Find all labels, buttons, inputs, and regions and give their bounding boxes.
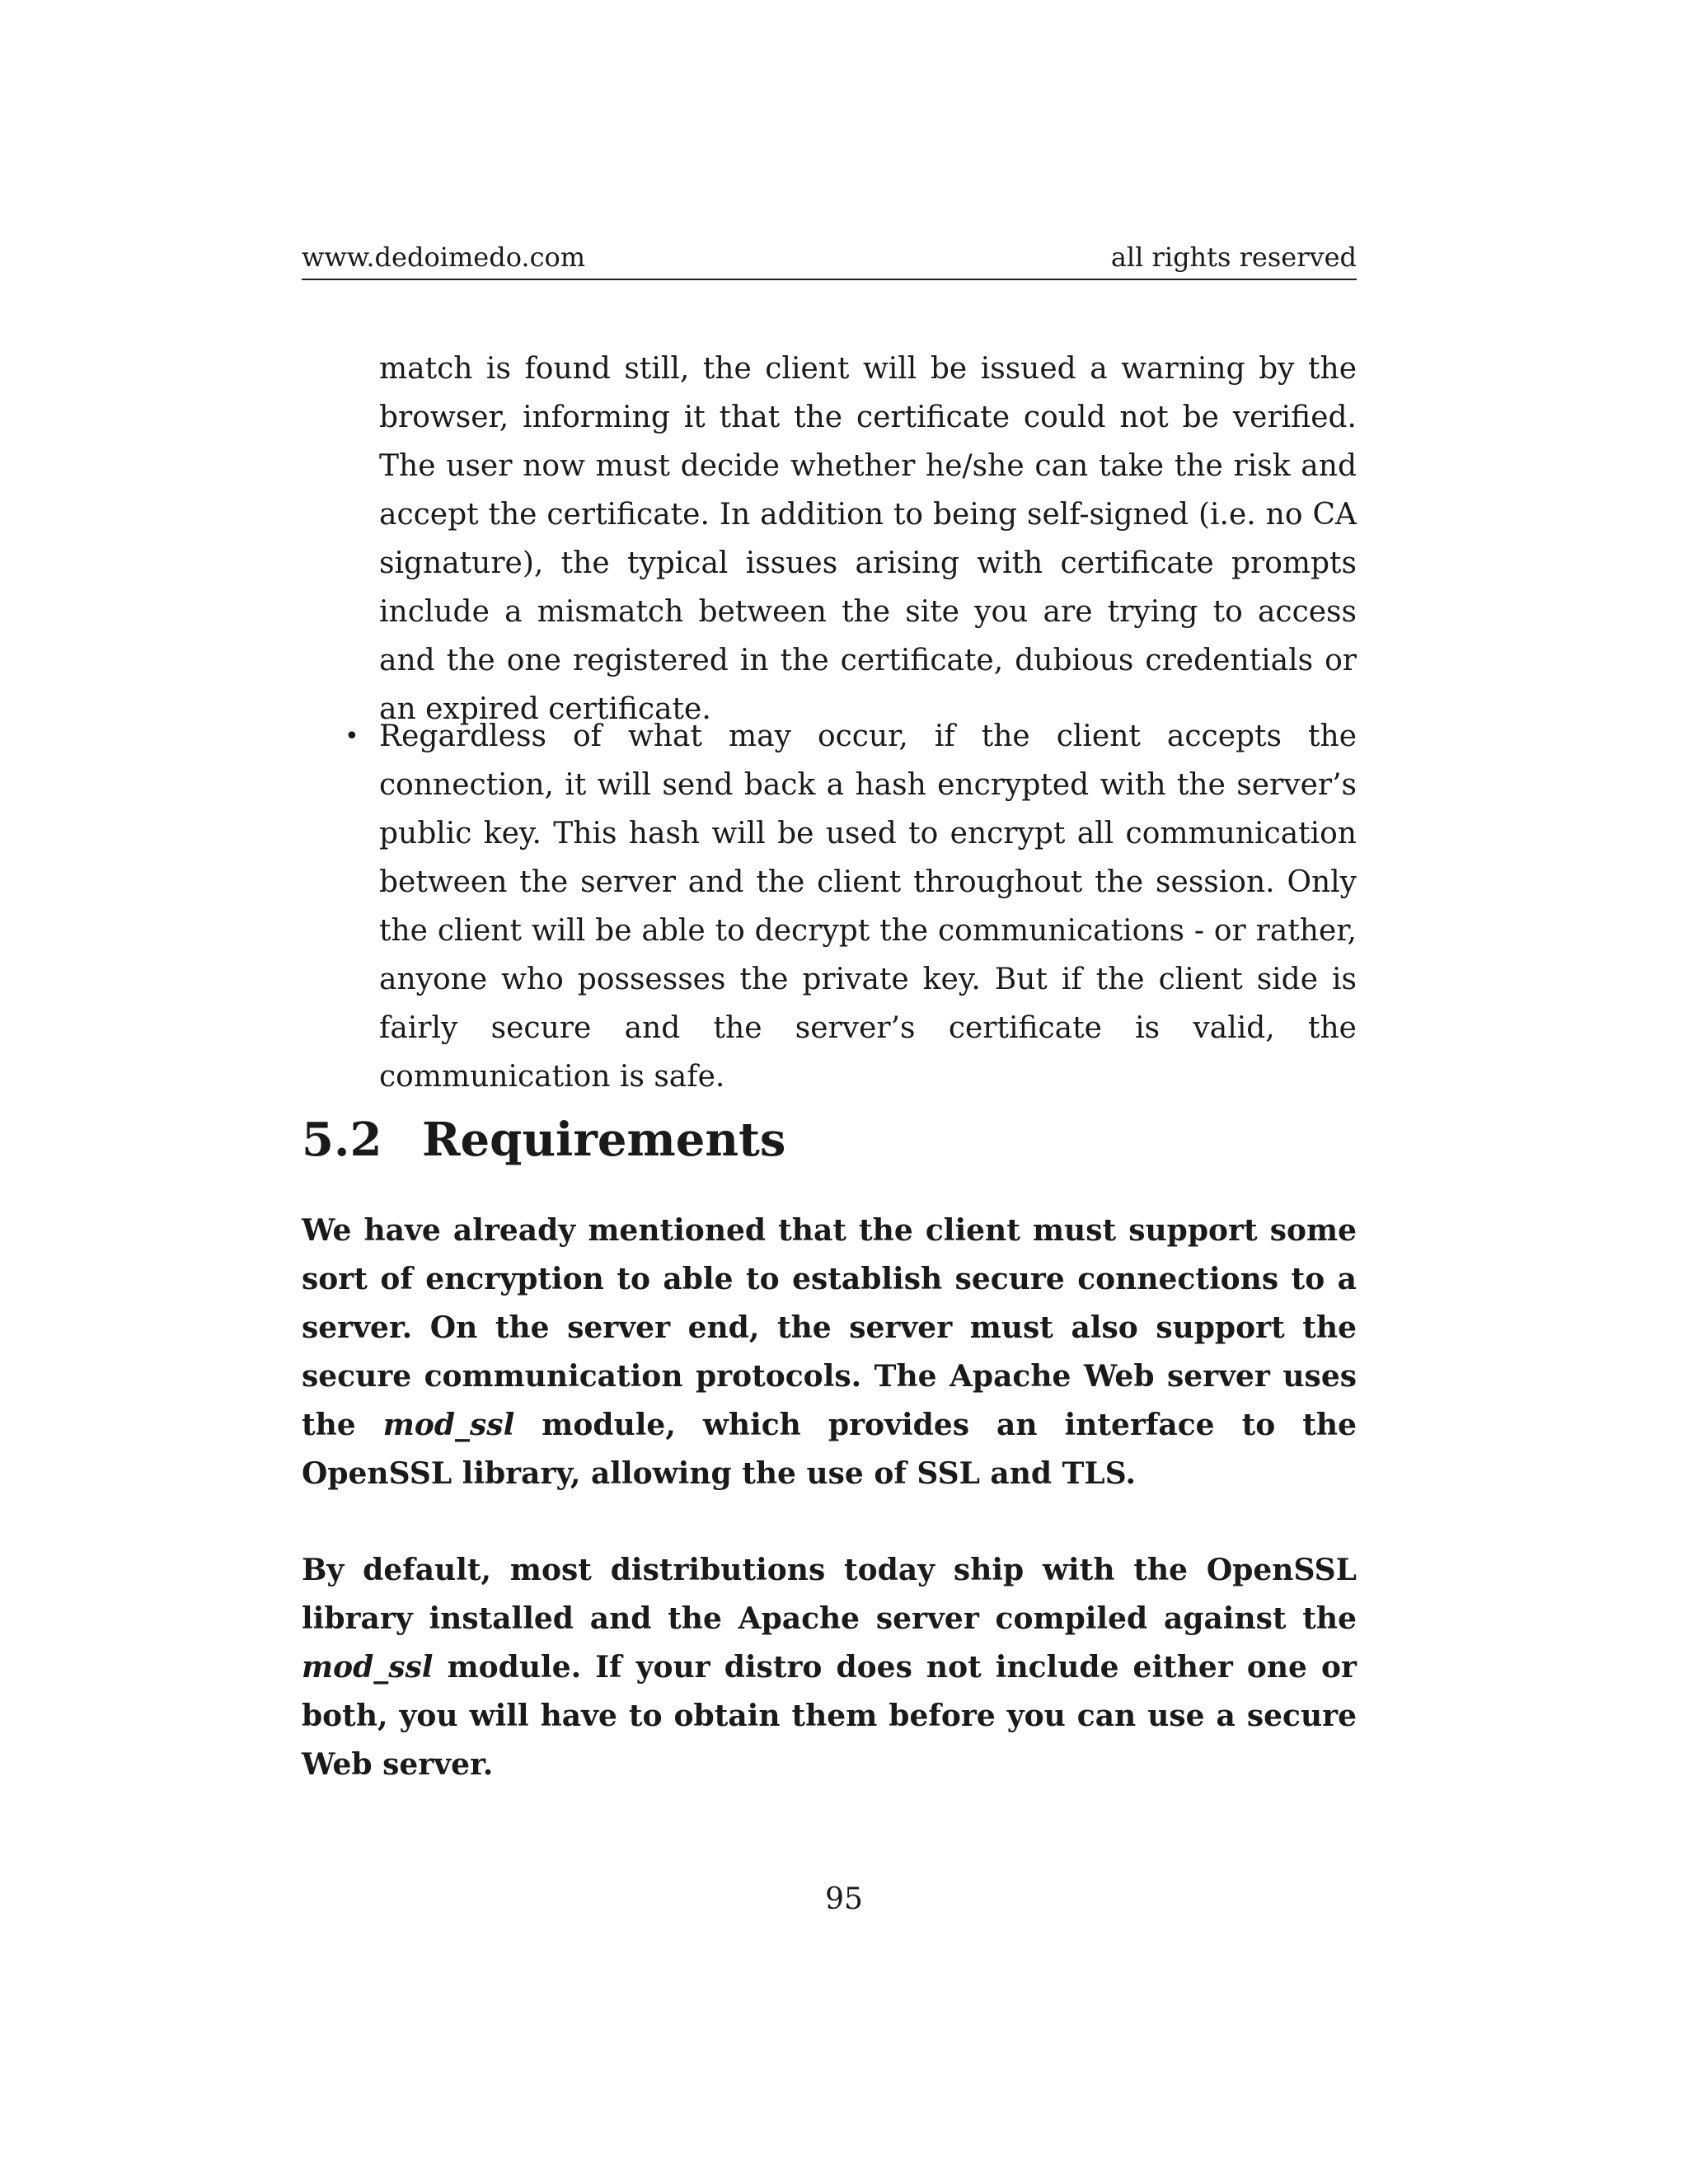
module-name: mod_ssl xyxy=(302,1650,434,1685)
list-item xyxy=(345,712,1357,1101)
paragraph-text: We have already mentioned that the client must support some sort of encryption to able to establish secure connections to a server. On the server end, the server must also support the secure communication protocols. The Apache Web server uses the xyxy=(302,1213,1357,1442)
section-number: 5.2 xyxy=(302,1113,382,1167)
section-title: Requirements xyxy=(422,1113,786,1167)
paragraph-text: By default, most distributions today ship with the OpenSSL library installed and the Apache server compiled against the xyxy=(302,1553,1357,1636)
section-heading xyxy=(302,1113,785,1168)
header-rights-notice: all rights reserved xyxy=(1110,241,1357,273)
header-site-link[interactable]: www.dedoimedo.com xyxy=(302,241,586,273)
page-number: 95 xyxy=(825,1882,863,1916)
paragraph xyxy=(302,1207,1357,1498)
bullet-icon: • xyxy=(345,722,359,751)
paragraph-text: module, which provides an interface to the OpenSSL library, allowing the use of SSL and TLS. xyxy=(302,1408,1357,1491)
running-header xyxy=(302,239,1357,280)
list-item-text: Regardless of what may occur, if the client accepts the connection, it will send back a hash encrypted with the server’s public key. This hash will be used to encrypt all communication between the server and the client throughout the session. Only the client will be able to decrypt the communications - or rather, anyone who possesses the private key. But if the client side is fairly secure and the server’s certificate is valid, the communication is safe. xyxy=(379,719,1357,1094)
paragraph-text: module. If your distro does not include either one or both, you will have to obtain them before you can use a secure Web server. xyxy=(302,1650,1357,1782)
paragraph xyxy=(302,1546,1357,1789)
list-item-continuation: match is found still, the client will be issued a warning by the browser, informing it that the certificate could not be verified. The user now must decide whether he/she can take the risk and accept the certificate. In addition to being self-signed (i.e. no CA signature), the typical issues arising with certificate prompts include a mismatch between the site you are trying to access and the one registered in the certificate, dubious credentials or an expired certificate. xyxy=(379,352,1357,726)
module-name: mod_ssl xyxy=(382,1408,515,1442)
